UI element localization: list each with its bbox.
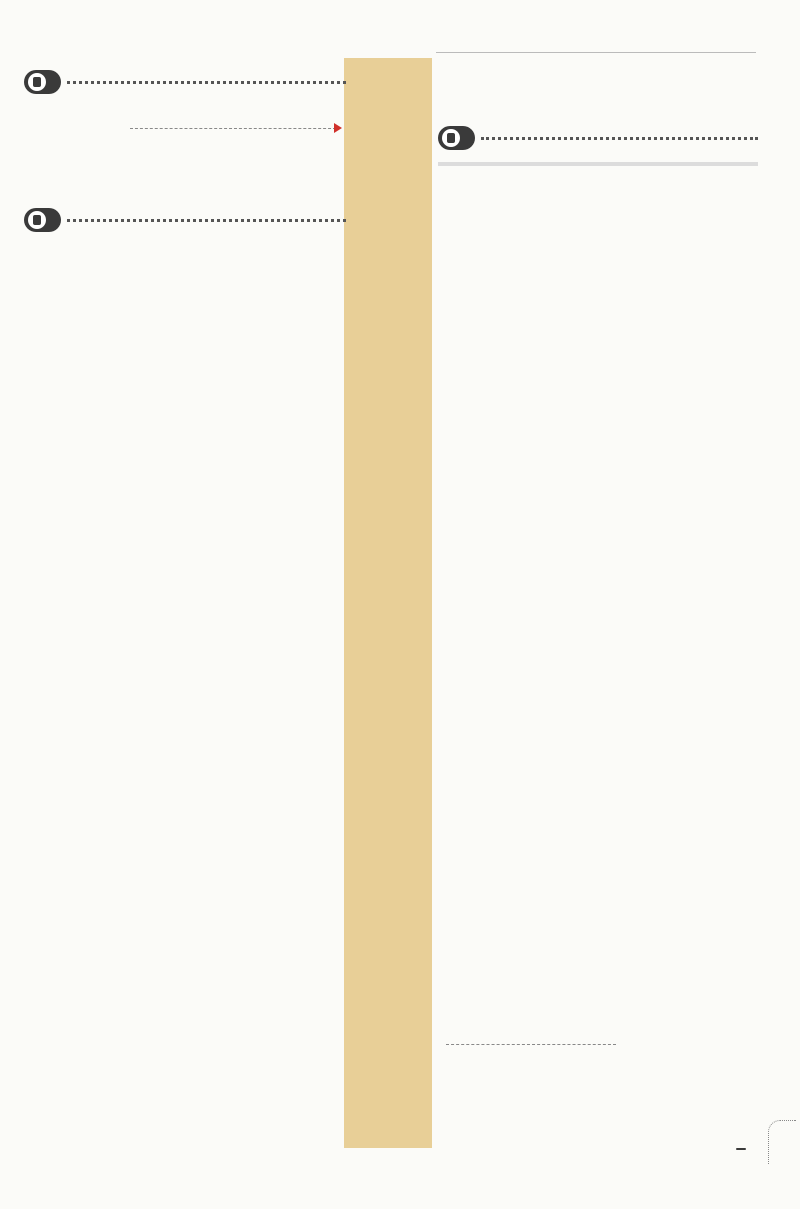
basics-section-header: [24, 202, 346, 238]
section-heading: [24, 136, 346, 166]
ability-section-header: [438, 120, 758, 156]
reading-guide: [438, 162, 758, 166]
dotted-divider: [481, 137, 758, 140]
header-rule: [436, 52, 756, 53]
question-explanation: [438, 85, 758, 114]
question-explanation: [438, 56, 758, 85]
page-number: [736, 1148, 746, 1150]
ability-badge: [438, 126, 475, 150]
right-column: [438, 56, 758, 166]
basics-badge: [24, 208, 61, 232]
reference-label: [24, 166, 346, 196]
link-arrow-line: [446, 1044, 616, 1045]
left-column: [24, 58, 346, 273]
page-corner: [768, 1120, 796, 1164]
dotted-divider: [67, 219, 346, 222]
writing-badge: [24, 70, 61, 94]
pen-icon: [28, 73, 46, 91]
writing-section-header: [24, 64, 346, 100]
link-sidebar: [344, 58, 432, 1148]
dotted-divider: [67, 81, 346, 84]
pen-icon: [442, 129, 460, 147]
section-heading: [24, 106, 346, 136]
pen-icon: [28, 211, 46, 229]
question-explanation: [24, 244, 346, 273]
